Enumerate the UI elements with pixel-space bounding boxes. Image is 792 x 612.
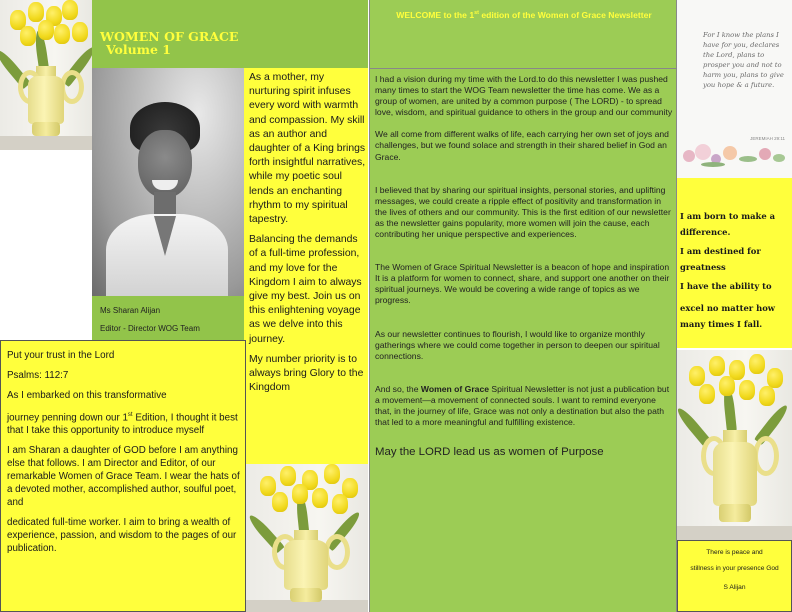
intro-paragraph-1a: As I embarked on this transformative xyxy=(7,390,167,401)
editor-name: Ms Sharan Alijan xyxy=(100,306,161,315)
intro-scripture-line: Put your trust in the Lord xyxy=(7,350,115,361)
bio-paragraph-1: As a mother, my nurturing spirit infuses every word with warmth and compassion. My skill as an author and daughter of a King brings forth insightful narratives, while my poetic soul lends an enchanting rhythm to my spiritual tapestry. xyxy=(249,72,366,226)
intro-box xyxy=(0,340,246,612)
editor-role: Editor - Director WOG Team xyxy=(100,324,200,333)
welcome-column xyxy=(369,0,677,612)
affirmation-2: I am destined for greatness xyxy=(680,246,761,272)
welcome-body xyxy=(375,74,673,459)
intro-paragraph-3: dedicated full-time worker. I aim to bring a wealth of experience, passion, and wisdom to the pages of our publication. xyxy=(7,517,237,555)
peace-line-1: There is peace and xyxy=(706,549,763,556)
affirmation-3: I have the ability to xyxy=(680,281,772,291)
tulip-vase-photo-right xyxy=(677,350,792,540)
verse-card-reference: JEREMIAH 29:11 xyxy=(750,136,785,141)
peace-line-2: stillness in your presence God xyxy=(690,565,779,572)
editor-portrait-photo xyxy=(92,68,244,296)
welcome-closing: May the LORD lead us as women of Purpose xyxy=(375,446,604,459)
intro-scripture-reference: Psalms: 112:7 xyxy=(7,370,69,381)
bio-paragraph-3: My number priority is to always bring Glory to the Kingdom xyxy=(249,353,364,394)
masthead-title xyxy=(100,30,238,56)
verse-card-text: For I know the plans I have for you, declares the Lord, plans to prosper you and not to harm you, plans to give you hope & a future. xyxy=(703,31,784,89)
bio-column xyxy=(244,68,368,464)
tulip-vase-photo-bottom-center xyxy=(246,464,368,612)
welcome-paragraph-1: I had a vision during my time with the Lord.to do this newsletter I was pushed many times to start the WOG Team newsletter the time has come. We as a group of women, are united by a common purpose ( The LORD) - to spread love, wisdom, and spiritual guidance to others in the group and our community xyxy=(375,74,673,118)
masthead xyxy=(92,0,368,68)
peace-signature: S Alijan xyxy=(723,584,746,591)
affirmation-4: excel no matter how many times I fall. xyxy=(680,303,776,329)
masthead-title-line1: WOMEN OF GRACE xyxy=(100,29,239,44)
welcome-title: WELCOME to the 1st edition of the Women of Grace Newsletter xyxy=(396,9,652,20)
intro-paragraph-1b: journey penning down our 1st Edition, I thought it best that I take this opportunity to introduce myself xyxy=(7,412,238,437)
welcome-paragraph-6: And so, the Women of Grace Spiritual Newsletter is not just a publication but a movement—a movement of connected souls. I want to remind everyone that, in the journey of life, Grace was not only a destination but also the path that led to a more meaningful and fulfilling existence. xyxy=(375,383,670,428)
welcome-paragraph-3: I believed that by sharing our spiritual insights, personal stories, and uplifting messages, we could create a ripple effect of positivity and transformation in the lives of others and our community. This is the first edition of our newsletter as the newsletter gains popularity, more women will join the cause, each contributing her unique perspective and experiences. xyxy=(375,184,671,240)
tulip-vase-photo-top-left xyxy=(0,0,92,150)
affirmations-box xyxy=(677,178,792,348)
welcome-paragraph-2: We all come from different walks of life, each carrying her own set of joys and challenges, but we found solace and strength in their shared belief in God an Grace. xyxy=(375,129,669,162)
welcome-paragraph-5: As our newsletter continues to flourish, I would like to organize monthly gatherings where we could come together in person to deepen our spiritual connections. xyxy=(375,328,660,361)
welcome-top-border xyxy=(370,68,678,69)
welcome-paragraph-4: The Women of Grace Spiritual Newsletter is a beacon of hope and inspiration It is a platform for women to connect, share, and support one another on their spiritual journeys. We would be covering a wide range of topics as we progress. xyxy=(375,262,670,306)
bio-paragraph-2: Balancing the demands of a full-time profession, and my love for the Kingdom I aim to always give my best. Join us on this enlightening voyage as we delve into this journey. xyxy=(249,234,362,345)
verse-card xyxy=(677,0,792,178)
peace-box xyxy=(677,540,792,612)
affirmation-1: I am born to make a difference. xyxy=(680,211,776,237)
floral-decoration xyxy=(681,138,789,172)
intro-paragraph-2: I am Sharan a daughter of GOD before I am anything else that follows. I am Director and Editor, of our remarkable Women of Grace Team. I wear the hats of a devoted mother, accomplished author, soulful poet, and xyxy=(7,445,240,509)
masthead-title-line2: Volume 1 xyxy=(106,42,171,57)
